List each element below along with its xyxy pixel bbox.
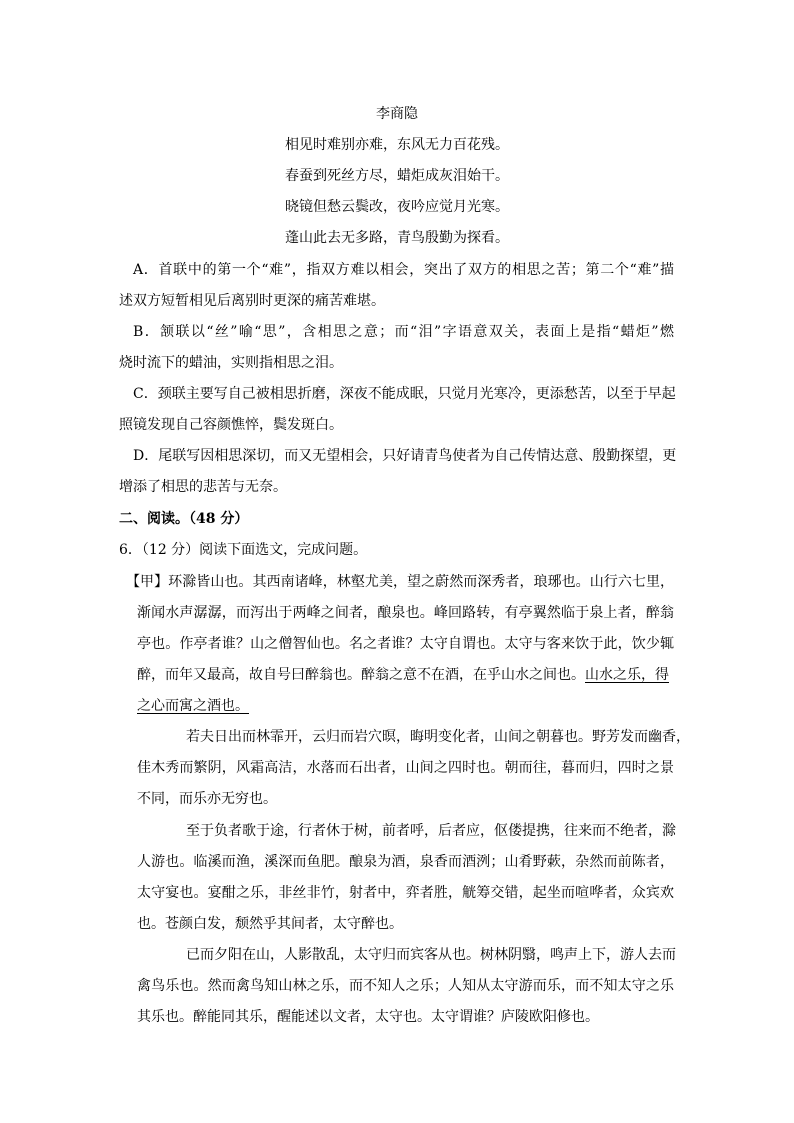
passage-p1-line: 亭也。作亭者谁？山之僧智仙也。名之者谁？太守自谓也。太守与客来饮于此，饮少辄 xyxy=(137,636,674,652)
poem-line: 晓镜但愁云鬓改，夜吟应觉月光寒。 xyxy=(285,199,509,215)
poem-line: 相见时难别亦难，东风无力百花残。 xyxy=(285,137,509,153)
poem-line: 春蚕到死丝方尽，蜡炬成灰泪始干。 xyxy=(285,168,509,184)
poem-author: 李商隐 xyxy=(376,106,418,122)
passage-p3-line: 人游也。临溪而渔，溪深而鱼肥。酿泉为酒，泉香而酒洌；山肴野蔌，杂然而前陈者， xyxy=(137,854,674,870)
passage-p1-line xyxy=(137,696,249,716)
option-d-line2: 增添了相思的悲苦与无奈。 xyxy=(119,479,287,495)
passage-p4-line: 禽鸟乐也。然而禽鸟知山林之乐，而不知人之乐；人知从太守游而乐，而不知太守之乐 xyxy=(137,978,674,994)
passage-p3-line: 也。苍颜白发，颓然乎其间者，太守醉也。 xyxy=(137,916,403,932)
passage-p1-line xyxy=(137,665,669,685)
option-c-line2: 照镜发现自己容颜憔悴，鬓发斑白。 xyxy=(119,417,343,433)
passage-p1-line: 【甲】环滁皆山也。其西南诸峰，林壑尤美，望之蔚然而深秀者，琅琊也。山行六七里， xyxy=(126,574,674,590)
poem-line: 蓬山此去无多路，青鸟殷勤为探看。 xyxy=(285,230,509,246)
option-d-line1: D．尾联写因相思深切，而又无望相会，只好请青鸟使者为自己传情达意、殷勤探望，更 xyxy=(133,448,677,464)
option-c-line1: C．颈联主要写自己被相思折磨，深夜不能成眠，只觉月光寒冷，更添愁苦，以至于早起 xyxy=(133,386,676,402)
option-a-line1: A．首联中的第一个“难”，指双方难以相会，突出了双方的相思之苦；第二个“难”描 xyxy=(133,262,674,278)
option-a-line2: 述双方短暂相见后离别时更深的痛苦难堪。 xyxy=(119,293,385,309)
passage-p4-line: 已而夕阳在山，人影散乱，太守归而宾客从也。树林阴翳，鸣声上下，游人去而 xyxy=(186,947,676,963)
passage-p1-line: 渐闻水声潺潺，而泻出于两峰之间者，酿泉也。峰回路转，有亭翼然临于泉上者，醉翁 xyxy=(137,605,674,621)
passage-p3-line: 至于负者歌于途，行者休于树，前者呼，后者应，伛偻提携，往来而不绝者，滁 xyxy=(186,823,676,839)
passage-p3-line: 太守宴也。宴酣之乐，非丝非竹，射者中，弈者胜，觥筹交错，起坐而喧哗者，众宾欢 xyxy=(137,885,674,901)
question-prompt: 6．（12 分）阅读下面选文，完成问题。 xyxy=(119,542,368,558)
option-b-line2: 烧时流下的蜡油，实则指相思之泪。 xyxy=(119,355,343,371)
underlined-sentence: 山水之乐，得 xyxy=(585,667,669,683)
option-b-line1: B．颔联以“丝”喻“思”，含相思之意；而“泪”字语意双关，表面上是指“蜡炬”燃 xyxy=(133,324,674,340)
underlined-sentence: 之心而寓之酒也。 xyxy=(137,698,249,714)
passage-p4-line: 其乐也。醉能同其乐，醒能述以文者，太守也。太守谓谁？庐陵欧阳修也。 xyxy=(137,1009,599,1025)
passage-p2-line: 佳木秀而繁阴，风霜高洁，水落而石出者，山间之四时也。朝而往，暮而归，四时之景 xyxy=(137,760,674,776)
passage-p2-line: 若夫日出而林霏开，云归而岩穴暝，晦明变化者，山间之朝暮也。野芳发而幽香， xyxy=(186,729,690,745)
passage-p1-text: 醉，而年又最高，故自号曰醉翁也。醉翁之意不在酒，在乎山水之间也。 xyxy=(137,667,585,683)
section-heading: 二、阅读。（48 分） xyxy=(119,511,249,527)
passage-p2-line: 不同，而乐亦无穷也。 xyxy=(137,791,277,807)
